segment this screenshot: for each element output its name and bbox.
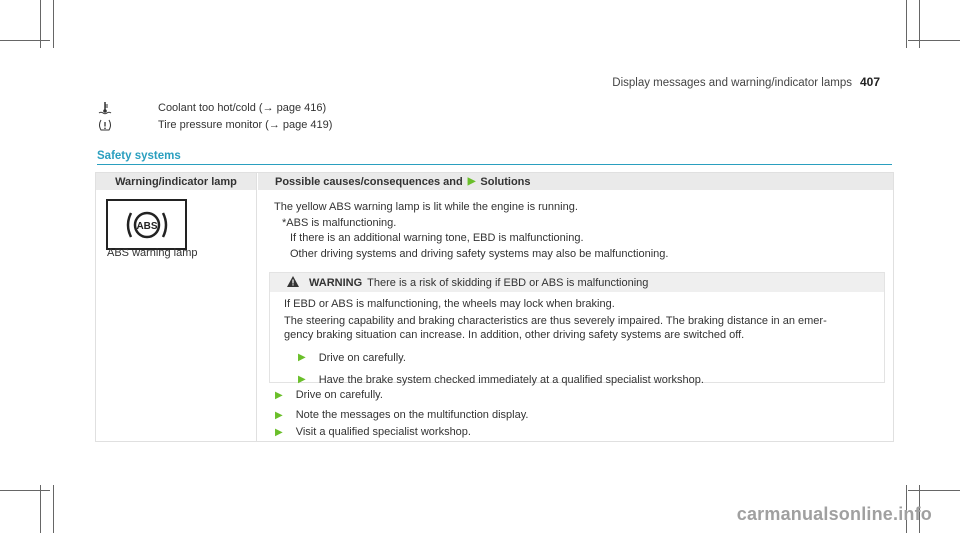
column-header-causes (258, 173, 893, 190)
reference-row[interactable] (97, 101, 327, 115)
warning-box (269, 272, 885, 386)
reference-text: Tire pressure monitor (→ page 419) (158, 119, 333, 131)
arrow-right-icon: ▶ (275, 426, 283, 438)
column-divider (256, 173, 257, 441)
causes-text (274, 200, 668, 262)
crop-mark (53, 0, 54, 48)
warning-line: If EBD or ABS is malfunctioning, the wheels may lock when braking. (284, 298, 615, 310)
coolant-temperature-icon (97, 101, 113, 115)
abs-warning-lamp-icon (106, 199, 187, 250)
warning-step (284, 373, 827, 387)
column-header-lamp: Warning/indicator lamp (96, 173, 256, 190)
lamp-label: ABS warning lamp (107, 247, 198, 259)
crop-mark (0, 40, 50, 41)
solution-step-text: Drive on carefully. (295, 389, 383, 401)
section-title: Safety systems (97, 150, 181, 162)
cause-line: If there is an additional warning tone, EBD is malfunctioning. (290, 232, 584, 244)
abs-icon-text: ABS (135, 220, 158, 232)
section-divider (97, 164, 892, 165)
warning-label: WARNING (309, 276, 363, 289)
solution-step-text: Note the messages on the multifunction display. (295, 409, 529, 421)
solution-step (275, 409, 528, 421)
arrow-right-icon: ▶ (298, 352, 306, 363)
warning-triangle-icon (287, 276, 299, 290)
cause-line: Other driving systems and driving safety systems may also be malfunctioning. (290, 247, 669, 260)
page-header (612, 75, 880, 89)
warning-header (270, 273, 884, 292)
watermark: carmanualsonline.info (736, 504, 932, 524)
warning-body (284, 297, 827, 387)
column-header-solutions-text: Solutions (480, 175, 531, 188)
warning-line: The steering capability and braking characteristics are thus severely impaired. The braking distance in an emer- (284, 315, 827, 327)
crop-mark (40, 485, 41, 533)
cause-line: *ABS is malfunctioning. (282, 216, 397, 229)
arrow-right-icon: ▶ (298, 374, 306, 385)
solution-step (275, 389, 383, 401)
crop-mark (53, 485, 54, 533)
header-title: Display messages and warning/indicator lamps (612, 77, 852, 89)
warning-line: gency braking situation can increase. In addition, other driving safety systems are switched off. (284, 329, 745, 341)
warning-step (284, 351, 827, 365)
crop-mark (906, 0, 907, 48)
crop-mark (908, 490, 960, 491)
crop-mark (908, 40, 960, 41)
arrow-right-icon: ▶ (467, 176, 476, 187)
warning-step-text: Have the brake system checked immediately at a qualified specialist workshop. (318, 374, 704, 386)
solution-step-text: Visit a qualified specialist workshop. (295, 426, 471, 438)
reference-row[interactable] (97, 118, 333, 132)
arrow-right-icon: ▶ (275, 389, 283, 401)
cause-line: The yellow ABS warning lamp is lit while the engine is running. (274, 201, 578, 213)
tire-pressure-icon (97, 118, 113, 132)
solution-step (275, 426, 471, 438)
warning-head-text: There is a risk of skidding if EBD or ABS is malfunctioning (367, 276, 649, 289)
reference-text: Coolant too hot/cold (→ page 416) (158, 102, 327, 114)
column-header-causes-text: Possible causes/consequences and (275, 175, 463, 188)
warning-step-text: Drive on carefully. (318, 352, 406, 364)
arrow-right-icon: ▶ (275, 409, 283, 421)
page-number: 407 (859, 75, 880, 89)
crop-mark (0, 490, 50, 491)
